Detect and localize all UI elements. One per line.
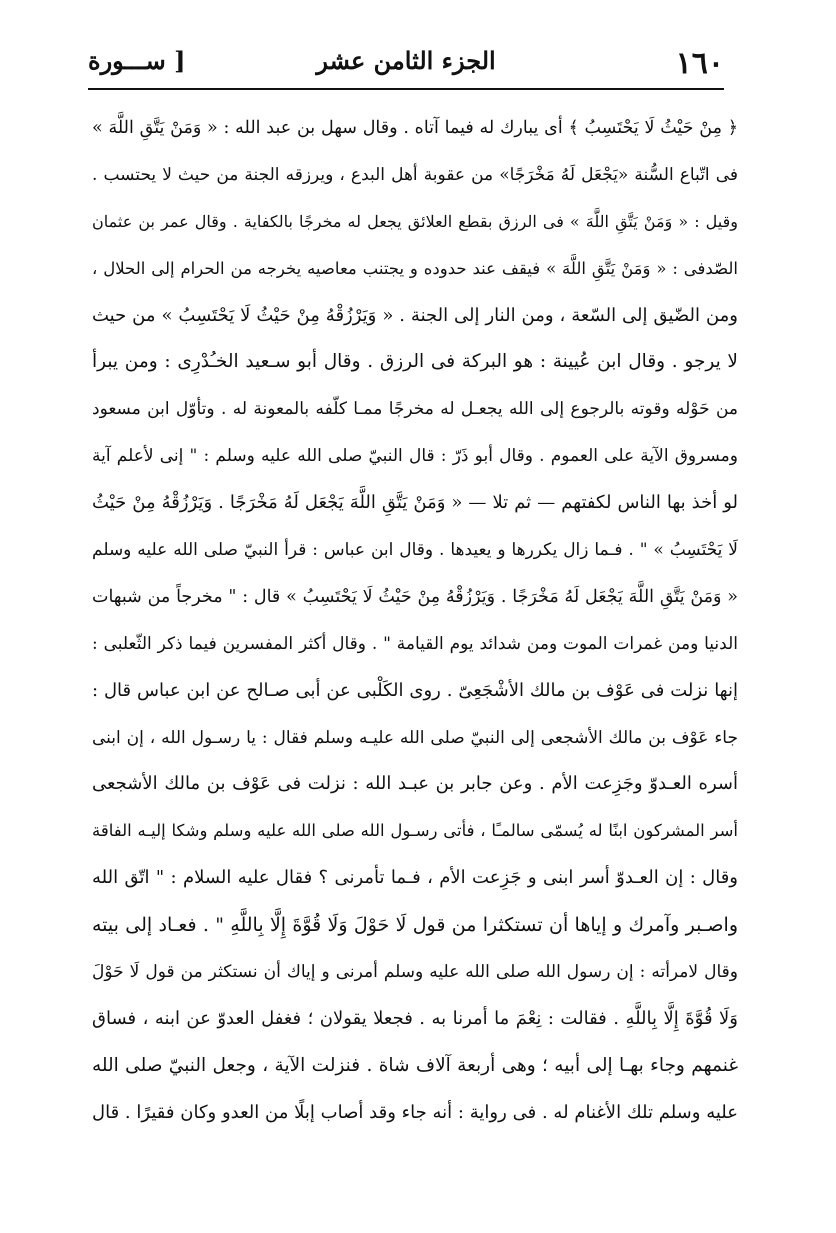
text-line: من حَوْله وقوته بالرجوع إلى الله يجعـل له مخرجًا ممـا كلّفه بالمعونة له . وتأوّل ابن مسعود xyxy=(92,399,738,420)
text-line: الدنيا ومن غمرات الموت ومن شدائد يوم القيامة " . وقال أكثر المفسرين فيما ذكر الثّعلبى : xyxy=(92,633,738,654)
text-line: أسر المشركون ابنًا له يُسمّى سالمـًا ، فأتى رسـول الله صلى الله عليه وسلم وشكا إليـه الفاقة xyxy=(92,821,738,841)
page-body-text xyxy=(92,105,738,1137)
text-line: وقال لامرأته : إن رسول الله صلى الله عليه وسلم أمرنى و إياك أن نستكثر من قول لَا حَوْلَ xyxy=(92,962,738,983)
text-line: لو أخذ بها الناس لكفتهم — ثم تلا — « وَمَنْ يَتَّقِ اللَّهَ يَجْعَل لَهُ مَخْرَجًا . وَيَرْزُقْهُ مِنْ حَيْثُ xyxy=(92,492,738,514)
text-line: أسره العـدوّ وجَزِعت الأم . وعن جابر بن عبـد الله : نزلت فى عَوْف بن مالك الأشجعى xyxy=(92,773,738,795)
sura-label: [ ســـورة xyxy=(88,46,186,75)
page-header xyxy=(88,40,724,84)
text-line: ومن الضّيق إلى السّعة ، ومن النار إلى الجنة . « وَيَرْزُقْهُ مِنْ حَيْثُ لَا يَحْتَسِبُ » من حيث xyxy=(92,304,738,326)
text-line: عليه وسلم تلك الأغنام له . فى رواية : أنه جاء وقد أصاب إبلًا من العدو وكان فقيرًا . قال xyxy=(92,1101,738,1123)
text-line: الصّدفى : « وَمَنْ يَتَّقِ اللَّهَ » فيقف عند حدوده و يجتنب معاصيه يخرجه من الحرام إلى الحلال ، xyxy=(92,258,738,278)
text-line: لا يرجو . وقال ابن عُيينة : هو البركة فى الرزق . وقال أبو سـعيد الخـُدْرِى : ومن يبرأ xyxy=(92,351,738,373)
text-line: ومسروق الآية على العموم . وقال أبو ذَرّ : قال النبيّ صلى الله عليه وسلم : " إنى لأعلم آية xyxy=(92,446,738,467)
text-line: لَا يَحْتَسِبُ » " . فـما زال يكررها و يعيدها . وقال ابن عباس : قرأ النبيّ صلى الله عليه وسلم xyxy=(92,540,738,561)
text-line: وقيل : « وَمَنْ يَتَّقِ اللَّهَ » فى الرزق بقطع العلائق يجعل له مخرجًا بالكفاية . وقال عمر بن عثمان xyxy=(92,211,738,231)
header-divider xyxy=(88,88,724,90)
text-line: فى اتّباع السُّنة «يَجْعَل لَهُ مَخْرَجًا» من عقوبة أهل البدع ، ويرزقه الجنة من حيث لا يحتسب . xyxy=(92,164,738,185)
text-line: إنها نزلت فى عَوْف بن مالك الأشْجَعِىّ . روى الكَلْبى عن أبى صـالح عن ابن عباس قال : xyxy=(92,679,738,701)
text-line: ﴿ مِنْ حَيْثُ لَا يَحْتَسِبُ ﴾ أى يبارك له فيما آتاه . وقال سهل بن عبد الله : « وَمَنْ يَتَّقِ اللَّهَ » xyxy=(92,118,738,138)
page-number: ١٦٠ xyxy=(675,46,724,81)
text-line: جاء عَوْف بن مالك الأشجعى إلى النبيّ صلى الله عليـه وسلم فقال : يا رسـول الله ، إن ابنى xyxy=(92,727,738,748)
text-line: غنمهم وجاء بهـا إلى أبيه ؛ وهى أربعة آلاف شاة . فنزلت الآية ، وجعل النبيّ صلى الله xyxy=(92,1054,738,1076)
text-line: « وَمَنْ يَتَّقِ اللَّهَ يَجْعَل لَهُ مَخْرَجًا . وَيَرْزُقْهُ مِنْ حَيْثُ لَا يَحْتَسِبُ » قال : " مخرجاً من شبهات xyxy=(92,586,738,607)
text-line: وَلَا قُوَّةَ إِلَّا بِاللَّهِ . فقالت : نِعْمَ ما أمرنا به . فجعلا يقولان ؛ فغفل العدوّ عن ابنه ، فساق xyxy=(92,1007,738,1029)
running-title: الجزء الثامن عشر xyxy=(316,46,496,75)
text-line: واصـبر وآمرك و إياها أن تستكثرا من قول لَا حَوْلَ وَلَا قُوَّةَ إِلَّا بِاللَّهِ " . فعـاد إلى بيته xyxy=(92,914,738,937)
text-line: وقال : إن العـدوّ أسر ابنى و جَزِعت الأم ، فـما تأمرنى ؟ فقال عليه السلام : " اتّق الله xyxy=(92,867,738,889)
